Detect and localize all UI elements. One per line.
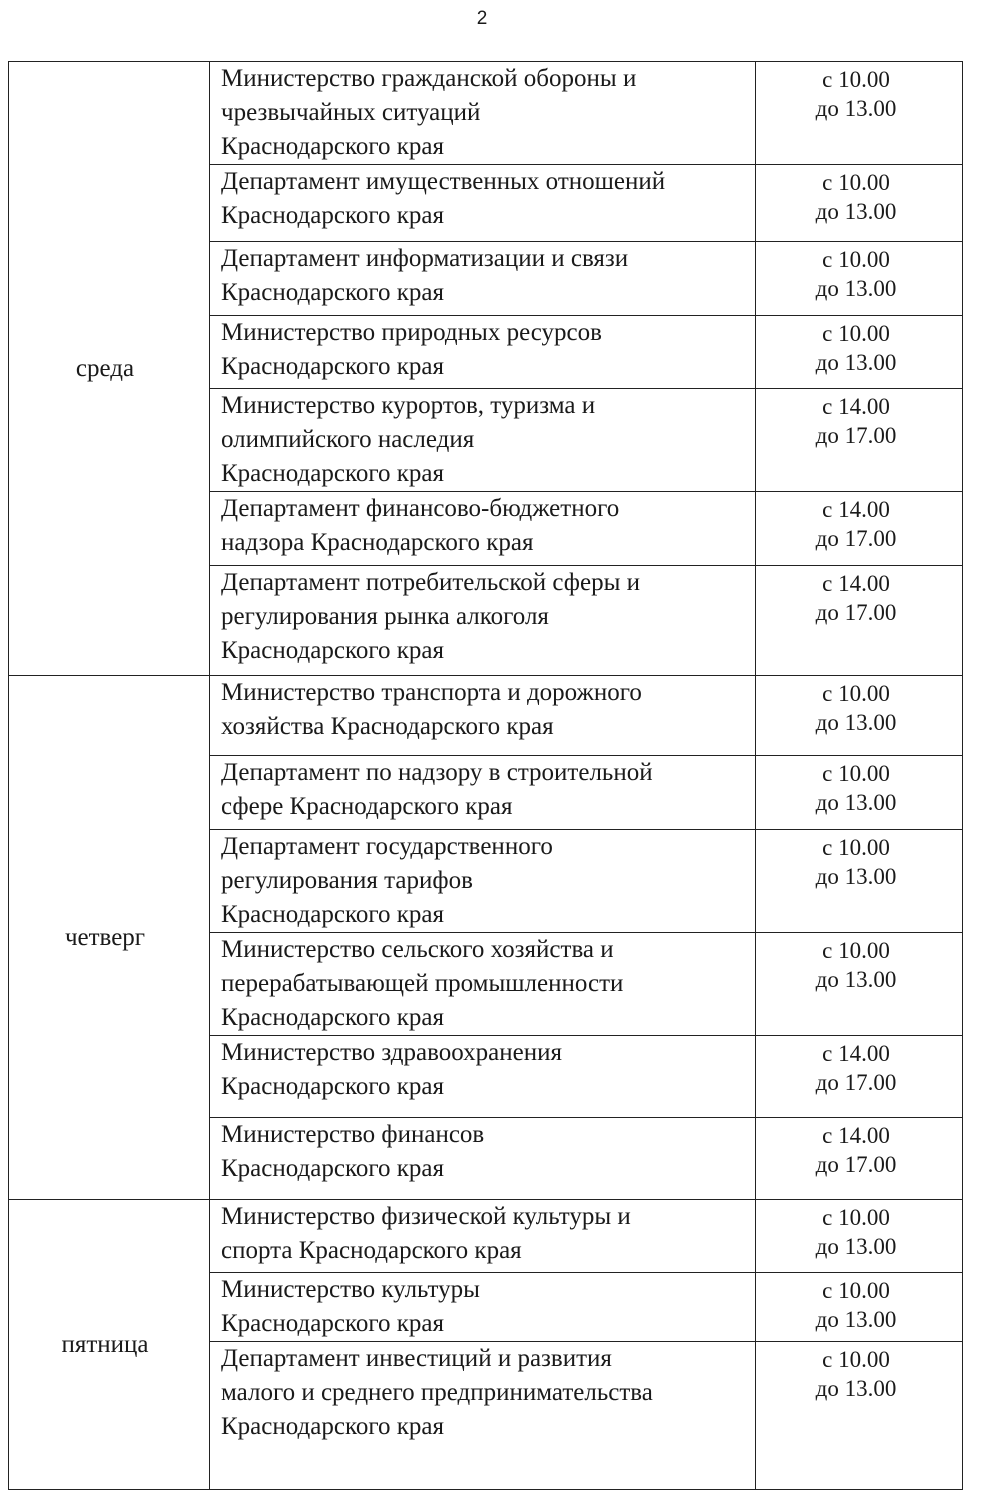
time-from: с 14.00 (822, 571, 890, 596)
time-from: с 10.00 (822, 1347, 890, 1372)
organization-name-line: Министерство транспорта и дорожного (221, 679, 642, 706)
page-number: 2 (476, 8, 488, 29)
organization-name-line: Краснодарского края (221, 1310, 444, 1337)
organization-name-line: хозяйства Краснодарского края (221, 713, 554, 740)
time-from: с 14.00 (822, 394, 890, 419)
time-from: с 10.00 (822, 67, 890, 92)
reception-time-cell (756, 389, 963, 492)
time-from: с 10.00 (822, 761, 890, 786)
organization-cell (210, 316, 756, 389)
table-row (9, 62, 963, 165)
organization-name-line: Департамент имущественных отношений (221, 168, 666, 195)
schedule-body (9, 62, 963, 1490)
organization-name-line: Краснодарского края (221, 279, 444, 306)
reception-time-cell (756, 242, 963, 316)
time-to: до 17.00 (815, 600, 897, 625)
organization-cell (210, 492, 756, 566)
time-to: до 13.00 (815, 96, 897, 121)
organization-name-line: Департамент потребительской сферы и (221, 569, 640, 596)
organization-cell (210, 1342, 756, 1490)
day-label: четверг (64, 923, 146, 951)
reception-time-cell (756, 830, 963, 933)
time-to: до 17.00 (815, 423, 897, 448)
time-from: с 10.00 (822, 170, 890, 195)
reception-time-cell (756, 756, 963, 830)
organization-name-line: Департамент по надзору в строительной (221, 759, 653, 786)
reception-time-cell (756, 62, 963, 165)
reception-time-cell (756, 566, 963, 676)
organization-cell (210, 933, 756, 1036)
time-from: с 10.00 (822, 835, 890, 860)
reception-time-cell (756, 933, 963, 1036)
reception-time-cell (756, 676, 963, 756)
reception-time-cell (756, 316, 963, 389)
time-to: до 13.00 (815, 350, 897, 375)
reception-time-cell (756, 165, 963, 242)
organization-name-line: Краснодарского края (221, 133, 444, 160)
day-label: среда (75, 354, 135, 382)
time-from: с 14.00 (822, 497, 890, 522)
time-from: с 10.00 (822, 938, 890, 963)
table-row (9, 676, 963, 756)
organization-name-line: Министерство здравоохранения (221, 1039, 562, 1066)
organization-name-line: регулирования тарифов (221, 867, 473, 894)
reception-time-cell (756, 1036, 963, 1118)
organization-name-line: Департамент финансово-бюджетного (221, 495, 620, 522)
organization-cell (210, 1036, 756, 1118)
organization-cell (210, 756, 756, 830)
time-to: до 13.00 (815, 276, 897, 301)
organization-cell (210, 1273, 756, 1342)
organization-name-line: Краснодарского края (221, 1004, 444, 1031)
organization-cell (210, 1200, 756, 1273)
time-from: с 10.00 (822, 247, 890, 272)
reception-time-cell (756, 1200, 963, 1273)
organization-name-line: Краснодарского края (221, 202, 444, 229)
organization-cell (210, 62, 756, 165)
organization-name-line: Краснодарского края (221, 901, 444, 928)
organization-name-line: Краснодарского края (221, 1073, 444, 1100)
schedule-table (8, 61, 963, 1490)
time-from: с 10.00 (822, 681, 890, 706)
reception-time-cell (756, 1342, 963, 1490)
organization-name-line: Краснодарского края (221, 637, 444, 664)
time-from: с 10.00 (822, 1205, 890, 1230)
organization-name-line: Министерство природных ресурсов (221, 319, 602, 346)
organization-name-line: Краснодарского края (221, 353, 444, 380)
organization-cell (210, 830, 756, 933)
organization-name-line: Министерство физической культуры и (221, 1203, 631, 1230)
table-row (9, 1200, 963, 1273)
organization-cell (210, 676, 756, 756)
time-from: с 10.00 (822, 1278, 890, 1303)
day-cell (9, 62, 210, 676)
organization-name-line: олимпийского наследия (221, 426, 475, 453)
organization-name-line: Департамент инвестиций и развития (221, 1345, 612, 1372)
time-to: до 13.00 (815, 710, 897, 735)
day-cell (9, 1200, 210, 1490)
organization-name-line: Министерство гражданской обороны и (221, 65, 637, 92)
organization-name-line: спорта Краснодарского края (221, 1237, 522, 1264)
time-to: до 13.00 (815, 864, 897, 889)
time-to: до 13.00 (815, 790, 897, 815)
time-to: до 13.00 (815, 967, 897, 992)
organization-name-line: малого и среднего предпринимательства (221, 1379, 653, 1406)
organization-name-line: чрезвычайных ситуаций (221, 99, 481, 126)
organization-name-line: Департамент государственного (221, 833, 553, 860)
time-to: до 13.00 (815, 199, 897, 224)
day-label: пятница (61, 1330, 149, 1358)
time-to: до 13.00 (815, 1234, 897, 1259)
organization-name-line: Краснодарского края (221, 1413, 444, 1440)
organization-name-line: регулирования рынка алкоголя (221, 603, 549, 630)
organization-name-line: Департамент информатизации и связи (221, 245, 629, 272)
organization-cell (210, 1118, 756, 1200)
organization-name-line: Министерство культуры (221, 1276, 480, 1303)
time-to: до 13.00 (815, 1307, 897, 1332)
organization-cell (210, 165, 756, 242)
organization-name-line: перерабатывающей промышленности (221, 970, 624, 997)
time-from: с 14.00 (822, 1123, 890, 1148)
time-to: до 17.00 (815, 1070, 897, 1095)
organization-name-line: надзора Краснодарского края (221, 529, 534, 556)
organization-name-line: сфере Краснодарского края (221, 793, 513, 820)
organization-cell (210, 389, 756, 492)
organization-name-line: Краснодарского края (221, 460, 444, 487)
organization-cell (210, 566, 756, 676)
reception-time-cell (756, 1118, 963, 1200)
reception-time-cell (756, 492, 963, 566)
organization-cell (210, 242, 756, 316)
organization-name-line: Министерство курортов, туризма и (221, 392, 596, 419)
time-to: до 17.00 (815, 1152, 897, 1177)
time-to: до 13.00 (815, 1376, 897, 1401)
time-to: до 17.00 (815, 526, 897, 551)
organization-name-line: Краснодарского края (221, 1155, 444, 1182)
time-from: с 14.00 (822, 1041, 890, 1066)
day-cell (9, 676, 210, 1200)
time-from: с 10.00 (822, 321, 890, 346)
organization-name-line: Министерство сельского хозяйства и (221, 936, 614, 963)
reception-time-cell (756, 1273, 963, 1342)
organization-name-line: Министерство финансов (221, 1121, 485, 1148)
